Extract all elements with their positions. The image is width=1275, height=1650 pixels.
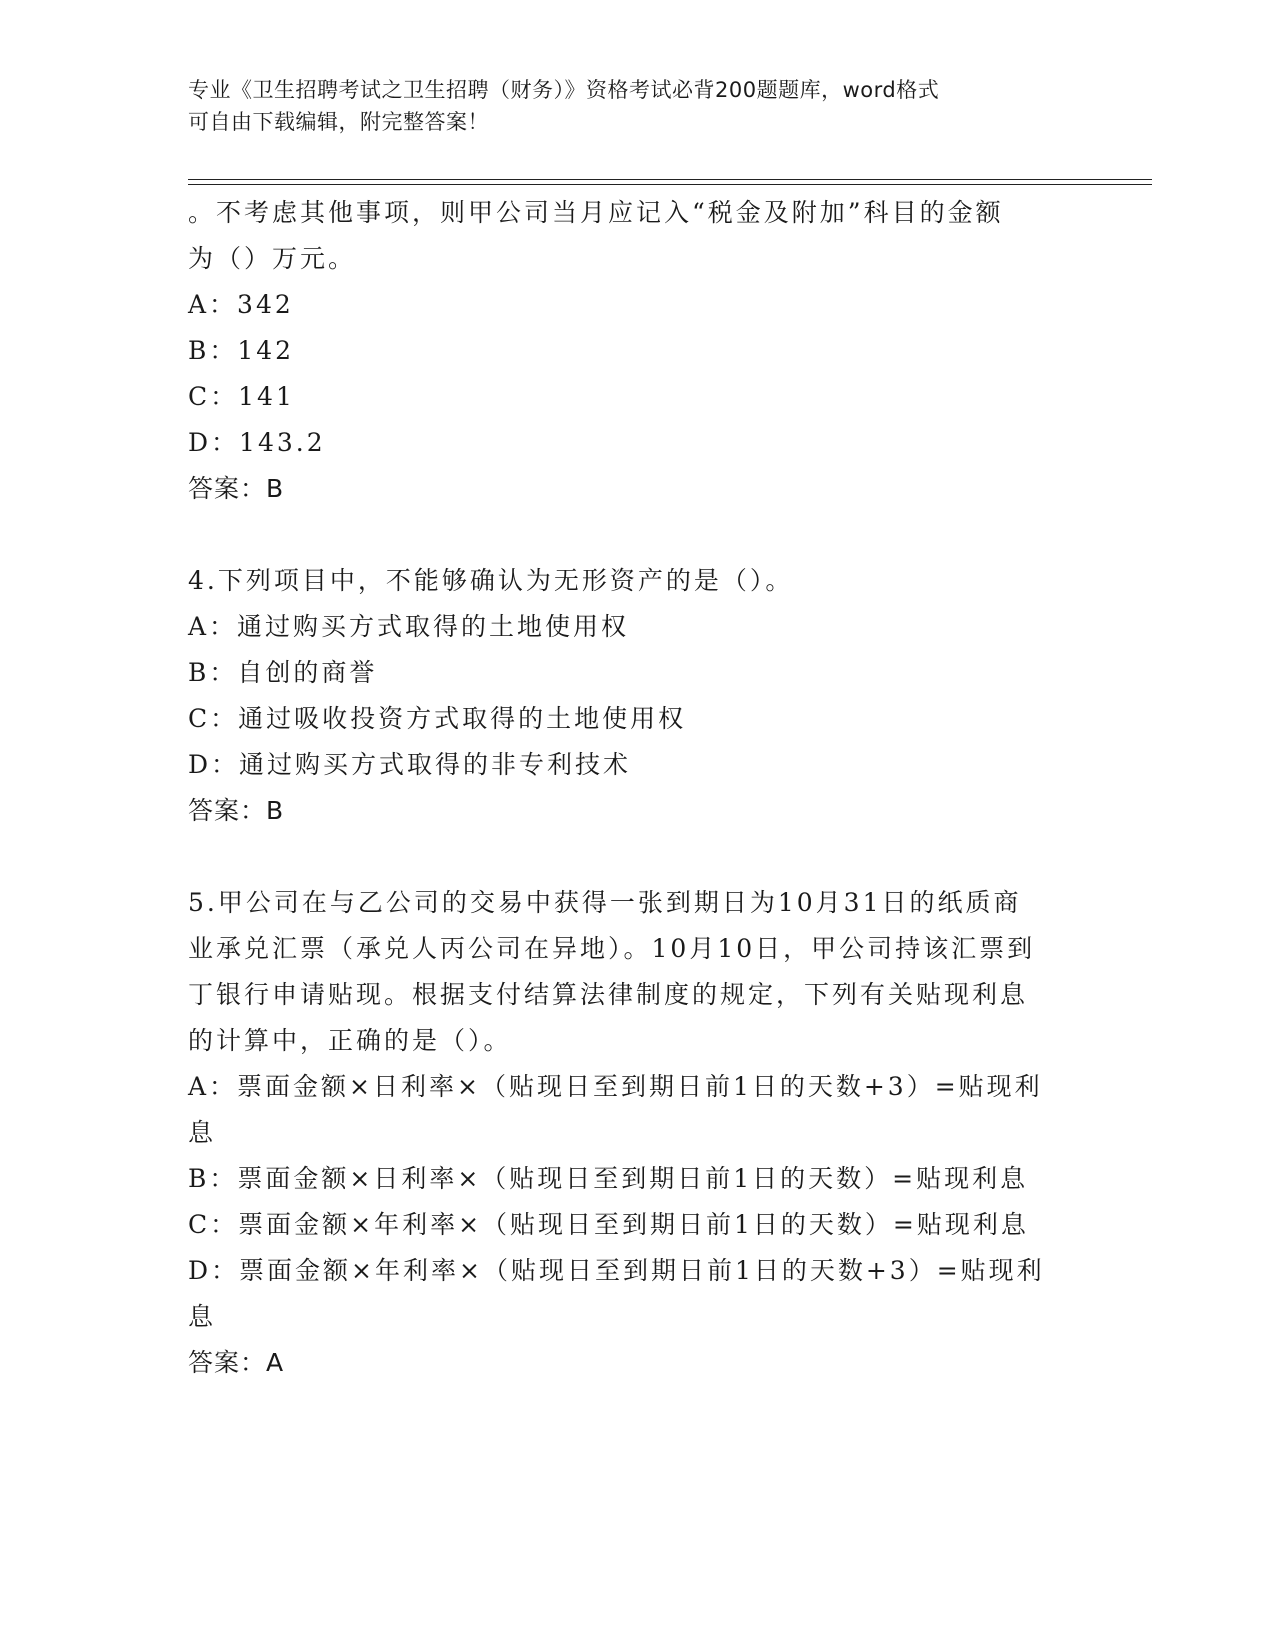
answer-label: 答案：B <box>188 474 285 503</box>
option-a: A：通过购买方式取得的土地使用权 <box>188 612 630 641</box>
question-stem-line: 业承兑汇票（承兑人丙公司在异地）。10月10日，甲公司持该汇票到 <box>188 934 1036 963</box>
header-title-line-2: 可自由下载编辑，附完整答案！ <box>188 110 489 134</box>
option-b: B：142 <box>188 336 295 365</box>
option-a: A：票面金额×日利率×（贴现日至到期日前1日的天数+3）=贴现利 <box>188 1072 1043 1101</box>
option-b: B：自创的商誉 <box>188 658 378 687</box>
question-spacer <box>188 834 1088 880</box>
option-c: C：通过吸收投资方式取得的土地使用权 <box>188 704 687 733</box>
question-stem-line: 为（）万元。 <box>188 244 357 273</box>
option-b: B：票面金额×日利率×（贴现日至到期日前1日的天数）=贴现利息 <box>188 1164 1029 1193</box>
option-a-continued: 息 <box>188 1118 217 1147</box>
question-spacer <box>188 512 1088 558</box>
question-3 <box>188 190 1088 512</box>
option-d-continued: 息 <box>188 1302 217 1331</box>
question-stem-line: 5.甲公司在与乙公司的交易中获得一张到期日为10月31日的纸质商 <box>188 888 1022 917</box>
answer-label: 答案：B <box>188 796 285 825</box>
option-d: D：通过购买方式取得的非专利技术 <box>188 750 632 779</box>
option-d: D：票面金额×年利率×（贴现日至到期日前1日的天数+3）=贴现利 <box>188 1256 1045 1285</box>
option-c: C：票面金额×年利率×（贴现日至到期日前1日的天数）=贴现利息 <box>188 1210 1029 1239</box>
question-4 <box>188 558 1088 834</box>
answer-label: 答案：A <box>188 1348 285 1377</box>
question-stem-line: 丁银行申请贴现。根据支付结算法律制度的规定，下列有关贴现利息 <box>188 980 1029 1009</box>
header-title-line-1: 专业《卫生招聘考试之卫生招聘（财务）》资格考试必背200题题库，word格式 <box>188 78 940 102</box>
question-5 <box>188 880 1088 1386</box>
option-c: C：141 <box>188 382 295 411</box>
question-stem-line: 的计算中，正确的是（）。 <box>188 1026 512 1055</box>
question-stem-line: 4.下列项目中，不能够确认为无形资产的是（）。 <box>188 566 794 595</box>
question-stem-line: 。不考虑其他事项，则甲公司当月应记入“税金及附加”科目的金额 <box>188 198 1004 227</box>
header-divider-top <box>188 179 1152 180</box>
header-divider-bottom <box>188 184 1152 185</box>
option-a: A：342 <box>188 290 294 319</box>
option-d: D：143.2 <box>188 428 326 457</box>
question-list <box>188 190 1088 1386</box>
document-header <box>188 74 1088 138</box>
